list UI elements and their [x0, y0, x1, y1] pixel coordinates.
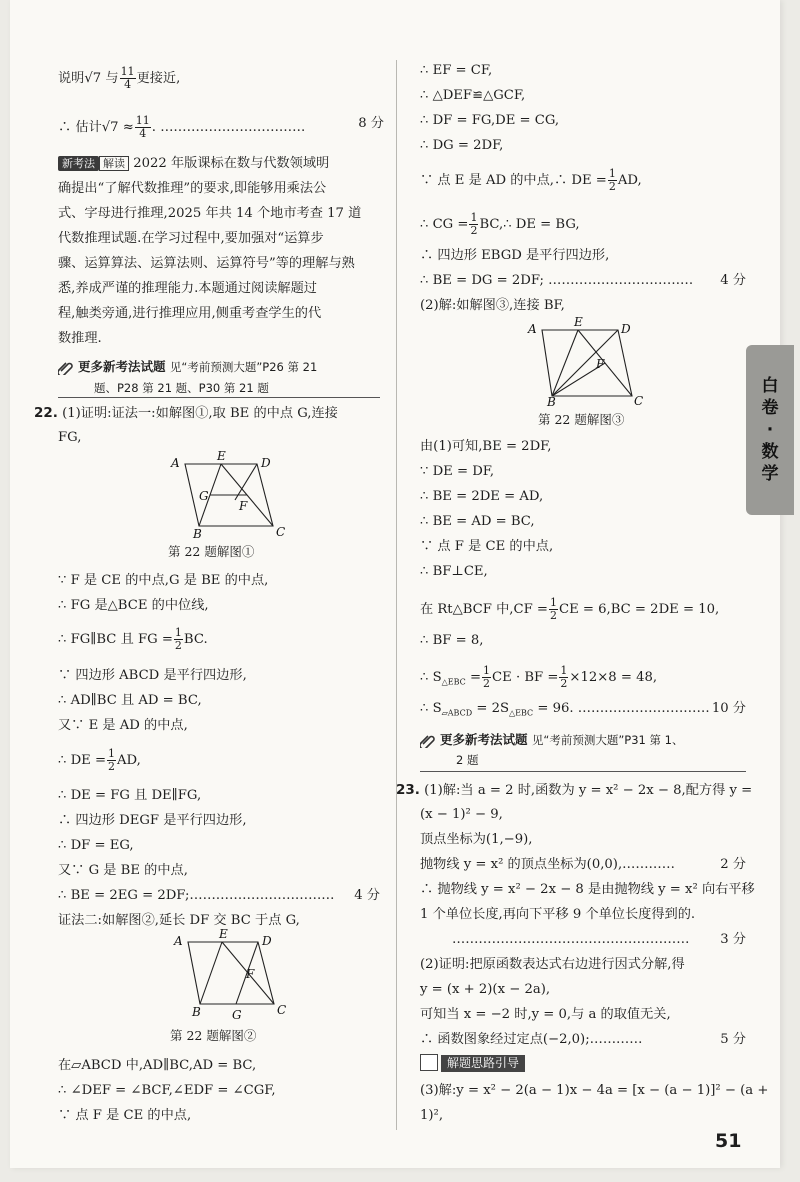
- line: ∴ EF = CF,: [420, 63, 493, 78]
- jiedu-line: 数推理.: [58, 331, 102, 346]
- jiedu-line: 式、字母进行推理,2025 年共 14 个地市考查 17 道: [58, 206, 362, 221]
- more-questions-ref: 2 题: [456, 753, 479, 767]
- line: ∴ DG = 2DF,: [420, 138, 504, 153]
- line: ∴ AD∥BC 且 AD = BC,: [58, 693, 202, 708]
- line: 顶点坐标为(1,−9),: [420, 832, 533, 847]
- line: 1)²,: [420, 1108, 444, 1123]
- svg-text:G: G: [199, 489, 209, 503]
- line: 可知当 x = −2 时,y = 0,与 a 的取值无关,: [420, 1007, 671, 1022]
- line: FG,: [58, 430, 82, 445]
- score: 5 分: [720, 1032, 746, 1047]
- svg-text:E: E: [219, 928, 228, 941]
- question-22-line: 22. (1)证明:证法一:如解图①,取 BE 的中点 G,连接: [34, 405, 338, 421]
- line: 在 Rt△BCF 中,CF = $\frac{1}{2}$ CE = 6,BC = 2DE = 10,: [420, 596, 720, 622]
- fraction: $\frac{1}{2}$: [483, 664, 491, 690]
- more-questions-ref: 题、P28 第 21 题、P30 第 21 题: [94, 381, 269, 395]
- line: ∴ BE = 2EG = 2DF;…………………………… 4 分: [58, 888, 380, 903]
- score: 3 分: [720, 932, 746, 947]
- svg-text:E: E: [574, 316, 583, 329]
- paperclip-icon: [420, 734, 436, 748]
- line: ∴ 四边形 DEGF 是平行四边形,: [58, 813, 247, 828]
- jiedu-line: 悉,养成严谨的推理能力.本题通过阅读解题过: [58, 281, 317, 296]
- svg-text:F: F: [596, 357, 605, 371]
- score: 2 分: [720, 857, 746, 872]
- line: 又∵ G 是 BE 的中点,: [58, 863, 188, 878]
- pencil-note-icon: [420, 1054, 438, 1071]
- line: ∵ DE = DF,: [420, 464, 495, 479]
- line: 证法二:如解图②,延长 DF 交 BC 于点 G,: [58, 913, 300, 928]
- line: 由(1)可知,BE = 2DF,: [420, 439, 552, 454]
- line: y = (x + 2)(x − 2a),: [420, 982, 551, 997]
- guide-header: [420, 1055, 525, 1073]
- fraction: $\frac{11}{4}$: [120, 65, 135, 91]
- line: (x − 1)² − 9,: [420, 807, 503, 822]
- fraction: $\frac{1}{2}$: [608, 167, 616, 193]
- svg-text:A: A: [528, 322, 537, 336]
- fraction: $\frac{1}{2}$: [470, 211, 478, 237]
- line: 说明√7 与 $\frac{11}{4}$ 更接近,: [58, 65, 181, 91]
- fraction: $\frac{1}{2}$: [549, 596, 557, 622]
- line: ∴ FG∥BC 且 FG = $\frac{1}{2}$ BC.: [58, 626, 208, 652]
- line: ∴ CG = $\frac{1}{2}$ BC,∴ DE = BG,: [420, 211, 580, 237]
- figure-caption: 第 22 题解图③: [538, 412, 625, 427]
- fraction: $\frac{1}{2}$: [560, 664, 568, 690]
- jiedu-line: 新考法 解读 2022 年版课标在数与代数领域明: [58, 155, 329, 173]
- line: ∴ 四边形 EBGD 是平行四边形,: [420, 248, 610, 263]
- line: ∴ 函数图象经过定点(−2,0);………… 5 分: [420, 1032, 746, 1047]
- svg-text:D: D: [262, 934, 272, 948]
- line: ∴ DF = EG,: [58, 838, 134, 853]
- page-number: 51: [715, 1130, 742, 1152]
- geometry-figure-2: [166, 928, 291, 1020]
- divider: [420, 771, 746, 772]
- svg-text:D: D: [621, 322, 631, 336]
- fraction: $\frac{11}{4}$: [135, 114, 150, 140]
- score: 8 分: [358, 116, 384, 131]
- paperclip-icon: [58, 361, 74, 375]
- svg-text:B: B: [192, 1005, 201, 1019]
- score: 4 分: [720, 273, 746, 288]
- question-23-line: 23. (1)解:当 a = 2 时,函数为 y = x² − 2x − 8,配方得 y =: [396, 782, 753, 798]
- line: 又∵ E 是 AD 的中点,: [58, 718, 188, 733]
- svg-text:B: B: [547, 395, 556, 408]
- jiedu-line: 程,触类旁通,进行推理应用,侧重考查学生的代: [58, 306, 322, 321]
- line: ∴ ∠DEF = ∠BCF,∠EDF = ∠CGF,: [58, 1083, 276, 1098]
- line: ∴ DE = $\frac{1}{2}$ AD,: [58, 747, 141, 773]
- line: 1 个单位长度,再向下平移 9 个单位长度得到的.: [420, 907, 696, 922]
- line: ∴ BF = 8,: [420, 633, 484, 648]
- line: (2)解:如解图③,连接 BF,: [420, 298, 565, 313]
- jiedu-line: 骤、运算算法、运算法则、运算符号”等的理解与熟: [58, 256, 355, 271]
- line: ∴ BF⊥CE,: [420, 564, 488, 579]
- line: ∵ 点 F 是 CE 的中点,: [420, 539, 554, 554]
- jiedu-badge: 解读: [99, 156, 129, 171]
- line: ∴ BE = AD = BC,: [420, 514, 535, 529]
- divider: [58, 397, 380, 398]
- subject-side-tab: 白卷·数学: [746, 345, 794, 515]
- line: (3)解:y = x² − 2(a − 1)x − 4a = [x − (a − 1)]² − (a +: [420, 1083, 769, 1098]
- figure-caption: 第 22 题解图①: [168, 544, 255, 559]
- line: ∴ $S_{▱ABCD} = 2S_{\triangle EBC} = 96$. ………………………… 10 分: [420, 701, 746, 718]
- line: 抛物线 y = x² 的顶点坐标为(0,0),………… 2 分: [420, 857, 746, 872]
- figure-caption: 第 22 题解图②: [170, 1028, 257, 1043]
- guide-badge: 解题思路引导: [441, 1055, 525, 1072]
- score: 10 分: [711, 701, 746, 716]
- line: ∵ 点 F 是 CE 的中点,: [58, 1108, 192, 1123]
- line: ∵ F 是 CE 的中点,G 是 BE 的中点,: [58, 573, 269, 588]
- fraction: $\frac{1}{2}$: [108, 747, 116, 773]
- svg-text:F: F: [239, 499, 248, 513]
- svg-text:E: E: [217, 450, 226, 463]
- svg-text:B: B: [193, 527, 202, 540]
- line: ∵ 点 E 是 AD 的中点,∴ DE = $\frac{1}{2}$ AD,: [420, 167, 642, 193]
- line: ∴ △DEF≌△GCF,: [420, 88, 526, 103]
- svg-text:G: G: [232, 1008, 242, 1020]
- line: 在▱ABCD 中,AD∥BC,AD = BC,: [58, 1058, 257, 1073]
- line: ∴ $S_{\triangle EBC}$ = $\frac{1}{2}$ CE · BF = $\frac{1}{2}$ ×12×8 = 48,: [420, 664, 658, 690]
- svg-text:F: F: [246, 967, 255, 981]
- geometry-figure-1: [163, 450, 288, 540]
- svg-text:D: D: [261, 456, 271, 470]
- line: (2)证明:把原函数表达式右边进行因式分解,得: [420, 957, 685, 972]
- more-questions-box: 更多新考法试题 见“考前预测大题”P31 第 1、: [420, 730, 684, 748]
- fraction: $\frac{1}{2}$: [174, 626, 182, 652]
- line: ∴ 抛物线 y = x² − 2x − 8 是由抛物线 y = x² 向右平移: [420, 882, 755, 897]
- line: ……………………………………………… 3 分: [452, 932, 746, 947]
- line: ∴ FG 是△BCE 的中位线,: [58, 598, 209, 613]
- svg-text:A: A: [171, 456, 180, 470]
- svg-text:C: C: [276, 525, 286, 539]
- line: ∴ DE = FG 且 DE∥FG,: [58, 788, 202, 803]
- question-number: 22.: [34, 405, 58, 421]
- line: ∴ DF = FG,DE = CG,: [420, 113, 560, 128]
- line: ∴ 估计√7 ≈ $\frac{11}{4}$ . …………………………… 8 分: [58, 114, 384, 140]
- svg-text:C: C: [634, 394, 644, 408]
- line: ∴ BE = DG = 2DF; …………………………… 4 分: [420, 273, 746, 288]
- svg-text:A: A: [174, 934, 183, 948]
- geometry-figure-3: [520, 316, 650, 408]
- svg-text:C: C: [277, 1003, 287, 1017]
- jiedu-line: 代数推理试题.在学习过程中,要加强对“运算步: [58, 231, 324, 246]
- new-method-badge: 新考法: [58, 156, 99, 171]
- line: ∵ 四边形 ABCD 是平行四边形,: [58, 668, 247, 683]
- jiedu-line: 确提出“了解代数推理”的要求,即能够用乘法公: [58, 181, 327, 196]
- more-questions-box: 更多新考法试题 见“考前预测大题”P26 第 21: [58, 357, 317, 375]
- line: ∴ BE = 2DE = AD,: [420, 489, 544, 504]
- score: 4 分: [354, 888, 380, 903]
- page: [10, 0, 780, 1168]
- column-divider: [396, 60, 397, 1130]
- question-number: 23.: [396, 782, 420, 798]
